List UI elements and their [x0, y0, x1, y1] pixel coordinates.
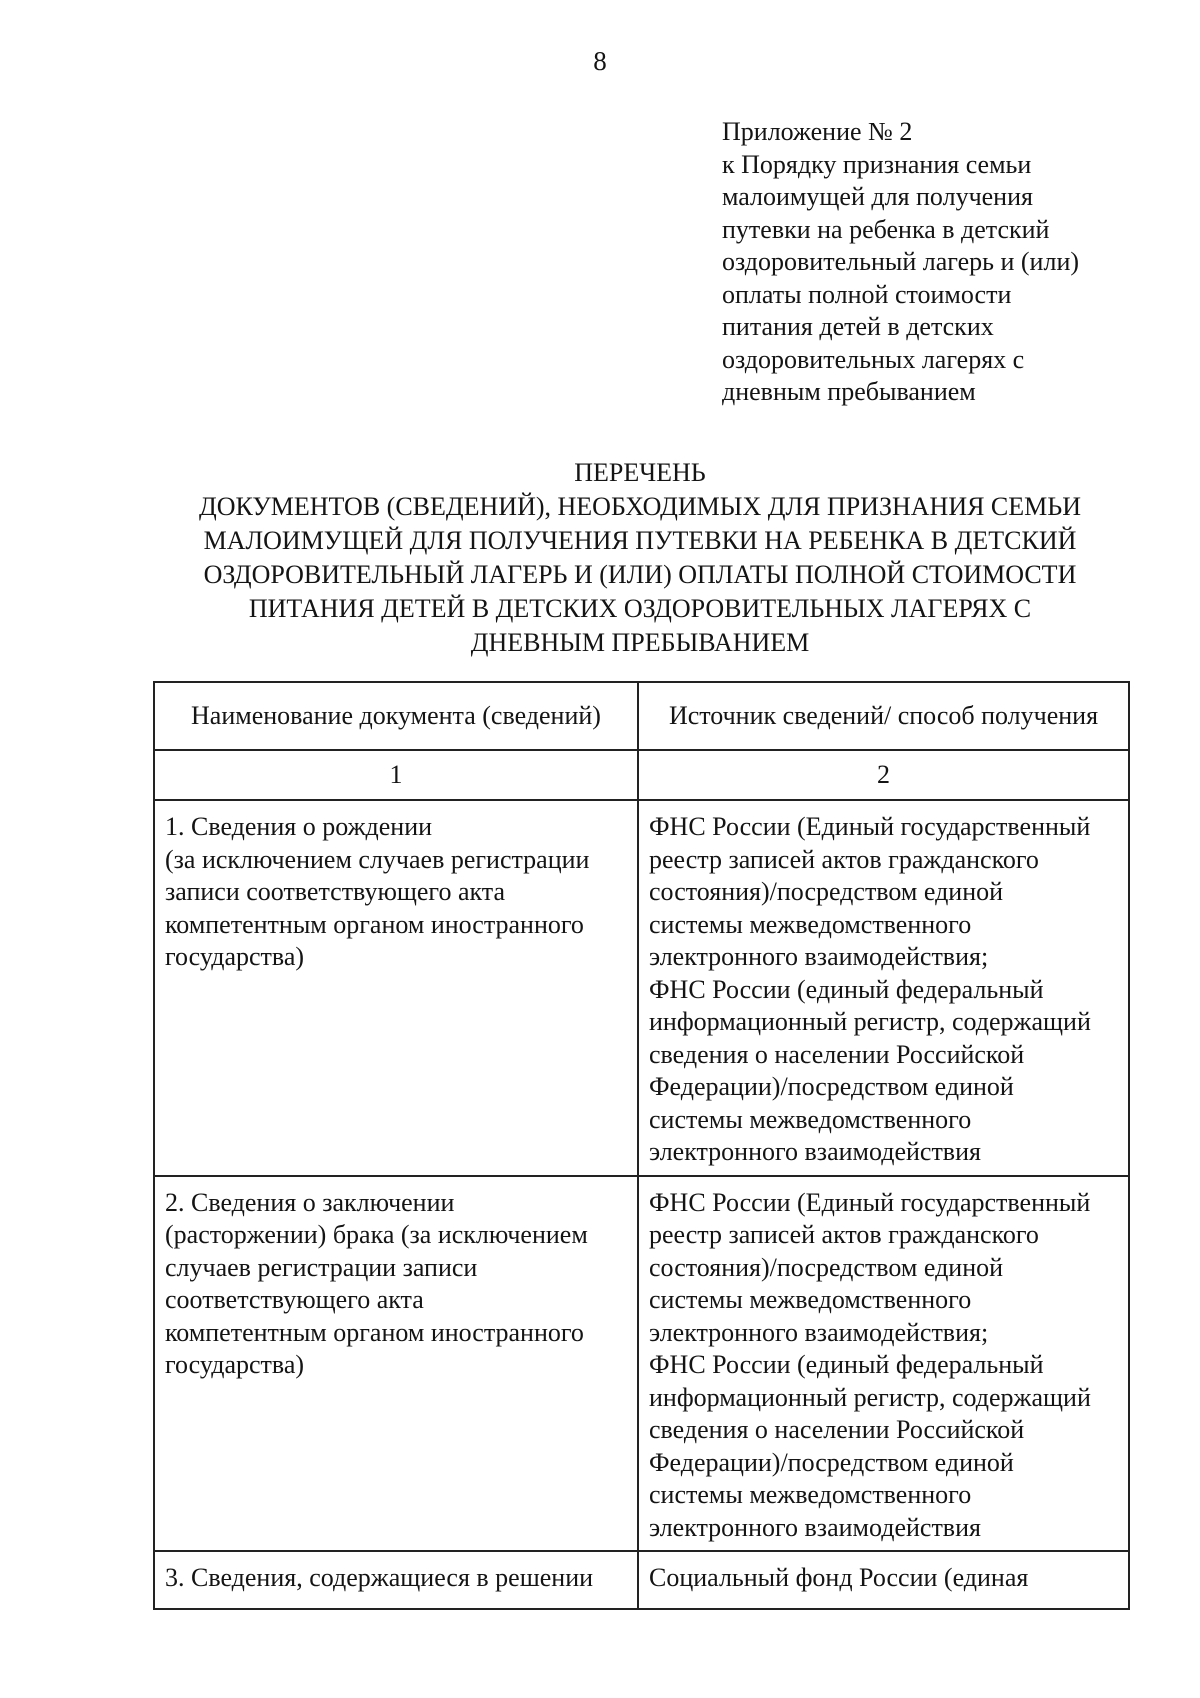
appendix-line: к Порядку признания семьи — [722, 149, 1032, 179]
cell-line: электронного взаимодействия — [649, 1137, 981, 1166]
cell-line: электронного взаимодействия; — [649, 1317, 989, 1347]
table-row — [154, 1551, 1129, 1609]
cell-line: системы межведомственного — [649, 1285, 972, 1314]
cell-line: системы межведомственного — [649, 909, 972, 939]
cell-line: 3. Сведения, содержащиеся в решении — [165, 1563, 594, 1592]
cell-line: 2. Сведения о заключении — [165, 1187, 455, 1217]
cell-line: государства) — [165, 1350, 305, 1379]
cell-line: состояния)/посредством единой — [649, 877, 1004, 906]
column-number-row — [154, 750, 1129, 800]
cell-line: 1. Сведения о рождении — [165, 812, 433, 841]
document-cell — [154, 1176, 638, 1552]
header-document-name: Наименование документа (сведений) — [154, 682, 638, 750]
table-header-row — [154, 682, 1129, 750]
appendix-line: Приложение № 2 — [722, 117, 913, 146]
cell-line: Федерации)/посредством единой — [649, 1447, 1014, 1477]
column-number: 2 — [638, 750, 1129, 800]
cell-line: компетентным органом иностранного — [165, 1317, 584, 1347]
header-source: Источник сведений/ способ получения — [638, 682, 1129, 750]
appendix-line: оплаты полной стоимости — [722, 279, 1012, 309]
table-row — [154, 800, 1129, 1176]
cell-line: Социальный фонд России (единая — [649, 1563, 1029, 1592]
documents-table — [153, 681, 1130, 1610]
cell-line: Федерации)/посредством единой — [649, 1072, 1014, 1101]
document-cell — [154, 800, 638, 1176]
source-cell — [638, 1176, 1129, 1552]
appendix-reference — [722, 116, 1162, 409]
column-number: 1 — [154, 750, 638, 800]
appendix-line: оздоровительных лагерях с — [722, 344, 1025, 374]
cell-line: состояния)/посредством единой — [649, 1252, 1004, 1282]
cell-line: ФНС России (Единый государственный — [649, 1187, 1091, 1217]
document-title — [140, 456, 1140, 660]
cell-line: ФНС России (единый федеральный — [649, 974, 1044, 1004]
cell-line: электронного взаимодействия; — [649, 942, 989, 971]
title-line: ПИТАНИЯ ДЕТЕЙ В ДЕТСКИХ ОЗДОРОВИТЕЛЬНЫХ ЛАГЕРЯХ С — [248, 594, 1032, 623]
cell-line: записи соответствующего акта — [165, 877, 505, 906]
page-number: 8 — [593, 46, 607, 76]
title-line: ДНЕВНЫМ ПРЕБЫВАНИЕМ — [470, 628, 810, 657]
cell-line: ФНС России (единый федеральный — [649, 1350, 1044, 1379]
source-cell — [638, 1551, 1129, 1609]
title-line: МАЛОИМУЩЕЙ ДЛЯ ПОЛУЧЕНИЯ ПУТЕВКИ НА РЕБЕНКА В ДЕТСКИЙ — [203, 526, 1077, 555]
appendix-line: малоимущей для получения — [722, 182, 1033, 211]
cell-line: системы межведомственного — [649, 1480, 972, 1509]
cell-line: компетентным органом иностранного — [165, 909, 584, 939]
cell-line: сведения о населении Российской — [649, 1039, 1025, 1069]
cell-line: информационный регистр, содержащий — [649, 1007, 1091, 1036]
cell-line: реестр записей актов гражданского — [649, 844, 1039, 874]
source-cell — [638, 800, 1129, 1176]
cell-line: электронного взаимодействия — [649, 1512, 981, 1542]
document-cell — [154, 1551, 638, 1609]
title-line: ОЗДОРОВИТЕЛЬНЫЙ ЛАГЕРЬ И (ИЛИ) ОПЛАТЫ ПОЛНОЙ СТОИМОСТИ — [203, 560, 1077, 589]
title-line: ПЕРЕЧЕНЬ — [574, 458, 706, 487]
cell-line: случаев регистрации записи — [165, 1252, 478, 1282]
cell-line: реестр записей актов гражданского — [649, 1220, 1039, 1249]
cell-line: информационный регистр, содержащий — [649, 1382, 1091, 1412]
cell-line: (за исключением случаев регистрации — [165, 844, 590, 874]
appendix-line: путевки на ребенка в детский — [722, 214, 1050, 244]
appendix-line: питания детей в детских — [722, 312, 994, 341]
cell-line: соответствующего акта — [165, 1285, 424, 1314]
table-row — [154, 1176, 1129, 1552]
appendix-line: оздоровительный лагерь и (или) — [722, 247, 1080, 276]
cell-line: системы межведомственного — [649, 1104, 972, 1134]
cell-line: (расторжении) брака (за исключением — [165, 1220, 588, 1249]
title-line: ДОКУМЕНТОВ (СВЕДЕНИЙ), НЕОБХОДИМЫХ ДЛЯ ПРИЗНАНИЯ СЕМЬИ — [199, 492, 1081, 521]
cell-line: ФНС России (Единый государственный — [649, 812, 1091, 841]
appendix-line: дневным пребыванием — [722, 377, 976, 406]
cell-line: государства) — [165, 942, 305, 971]
cell-line: сведения о населении Российской — [649, 1415, 1025, 1444]
